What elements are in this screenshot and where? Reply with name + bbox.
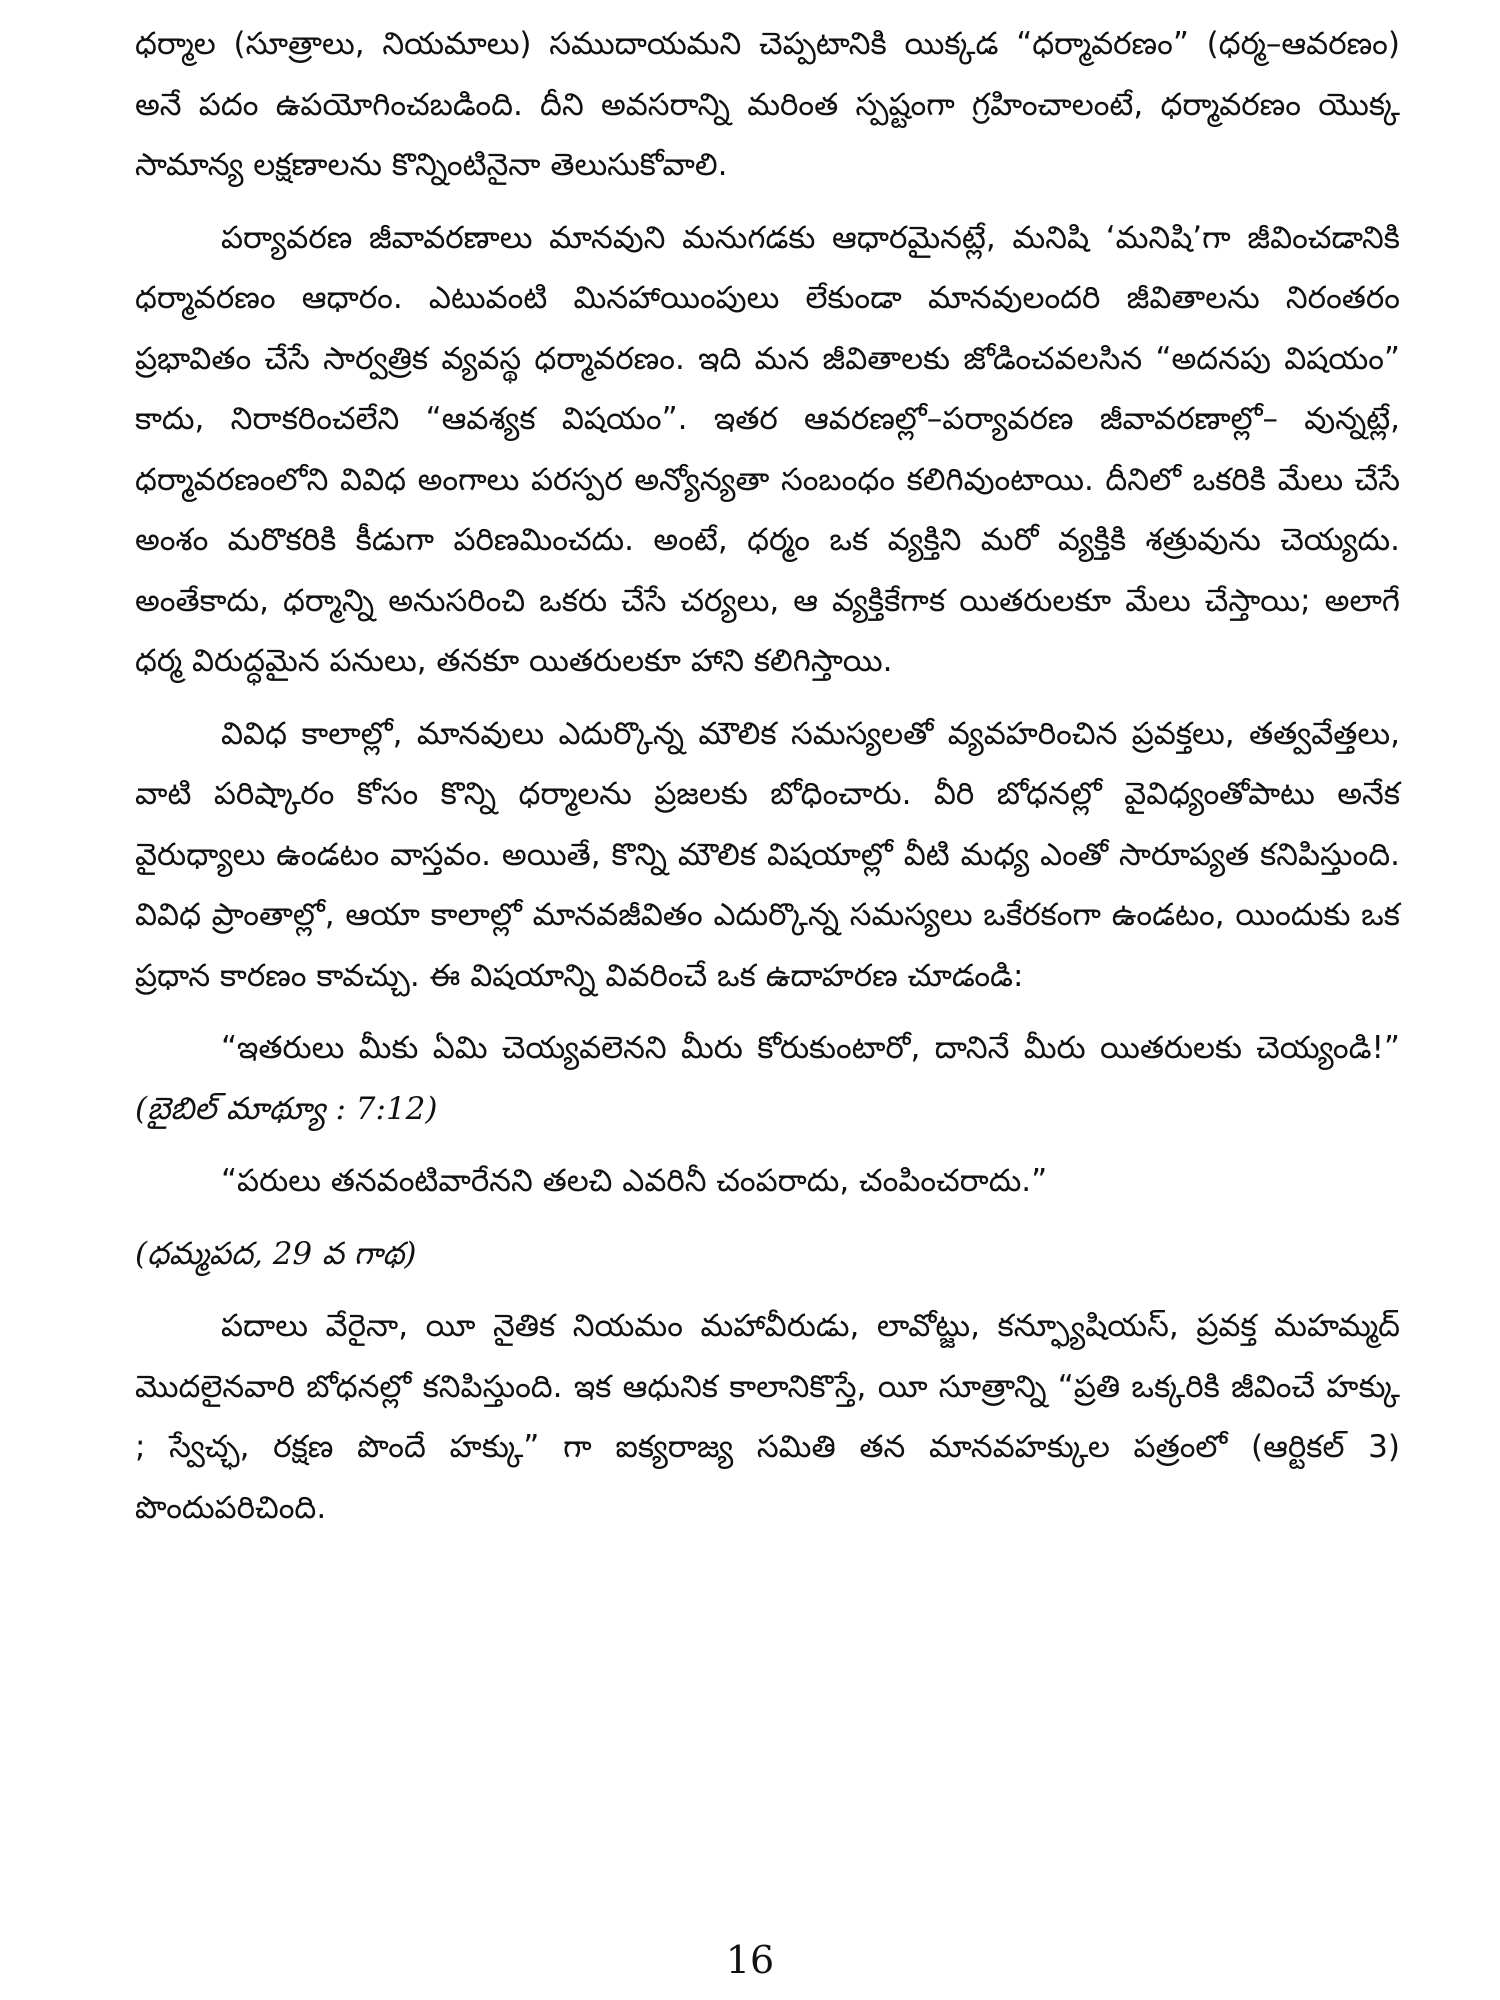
quote-bible-source: (బైబిల్ మాథ్యూ : 7:12) [135, 1090, 438, 1127]
paragraph-dharmavaranam-basis: పర్యావరణ జీవావరణాలు మానవుని మనుగడకు ఆధారమైనట్లే, మనిషి ‘మనిషి’గా జీవించడానికి ధర్మావరణం ఆధారం. ఎటువంటి మినహాయింపులు లేకుండా మానవులందరి జీవితాలను నిరంతరం ప్రభావితం చేసే సార్వత్రిక వ్యవస్థ ధర్మావరణం. ఇది మన జీవితాలకు జోడించవలసిన “అదనపు విషయం” కాదు, నిరాకరించలేని “ఆవశ్యక విషయం”. ఇతర ఆవరణల్లో–పర్యావరణ జీవావరణాల్లో– వున్నట్లే, ధర్మావరణంలోని వివిధ అంగాలు పరస్పర అన్యోన్యతా సంబంధం కలిగివుంటాయి. దీనిలో ఒకరికి మేలు చేసే అంశం మరొకరికి కీడుగా పరిణమించదు. అంటే, ధర్మం ఒక వ్యక్తిని మరో వ్యక్తికి శత్రువును చెయ్యదు. అంతేకాదు, ధర్మాన్ని అనుసరించి ఒకరు చేసే చర్యలు, ఆ వ్యక్తికేగాక యితరులకూ మేలు చేస్తాయి; అలాగే ధర్మ విరుద్ధమైన పనులు, తనకూ యితరులకూ హాని కలిగిస్తాయి. [135, 219, 1400, 679]
page-number: 16 [725, 1938, 775, 1982]
paragraph-prophets-teachings: వివిధ కాలాల్లో, మానవులు ఎదుర్కొన్న మౌలిక సమస్యలతో వ్యవహరించిన ప్రవక్తలు, తత్వవేత్తలు, వాటి పరిష్కారం కోసం కొన్ని ధర్మాలను ప్రజలకు బోధించారు. వీరి బోధనల్లో వైవిధ్యంతోపాటు అనేక వైరుధ్యాలు ఉండటం వాస్తవం. అయితే, కొన్ని మౌలిక విషయాల్లో వీటి మధ్య ఎంతో సారూప్యత కనిపిస్తుంది. వివిధ ప్రాంతాల్లో, ఆయా కాలాల్లో మానవజీవితం ఎదుర్కొన్న సమస్యలు ఒకేరకంగా ఉండటం, యిందుకు ఒక ప్రధాన కారణం కావచ్చు. ఈ విషయాన్ని వివరించే ఒక ఉదాహరణ చూడండి: [135, 715, 1400, 994]
quote-dhammapada-text: “పరులు తనవంటివారేనని తలచి ఎవరినీ చంపరాదు, చంపించరాదు.” [221, 1163, 1048, 1199]
quote-bible-text: “ఇతరులు మీకు ఏమి చెయ్యవలెనని మీరు కోరుకుంటారో, దానినే మీరు యితరులకు చెయ్యండి!” [221, 1030, 1400, 1066]
quote-bible [135, 1018, 1400, 1139]
paragraph-dharmavaranam-definition: ధర్మాల (సూత్రాలు, నియమాలు) సముదాయమని చెప్పటానికి యిక్కడ “ధర్మావరణం” (ధర్మ–ఆవరణం) అనే పదం ఉపయోగించబడింది. దీని అవసరాన్ని మరింత స్పష్టంగా గ్రహించాలంటే, ధర్మావరణం యొక్క సామాన్య లక్షణాలను కొన్నింటినైనా తెలుసుకోవాలి. [135, 26, 1400, 183]
document-page [135, 14, 1400, 1944]
quote-dhammapada-source: (ధమ్మపద, 29 వ గాథ) [135, 1235, 417, 1272]
paragraph-universal-rule: పదాలు వేరైనా, యీ నైతిక నియమం మహావీరుడు, లావోట్జు, కన్ఫ్యూషియస్, ప్రవక్త మహమ్మద్ మొదలైనవారి బోధనల్లో కనిపిస్తుంది. ఇక ఆధునిక కాలానికొస్తే, యీ సూత్రాన్ని “ప్రతి ఒక్కరికి జీవించే హక్కు ; స్వేచ్ఛ, రక్షణ పొందే హక్కు” గా ఐక్యరాజ్య సమితి తన మానవహక్కుల పత్రంలో (ఆర్టికల్ 3) పొందుపరిచింది. [135, 1308, 1400, 1526]
